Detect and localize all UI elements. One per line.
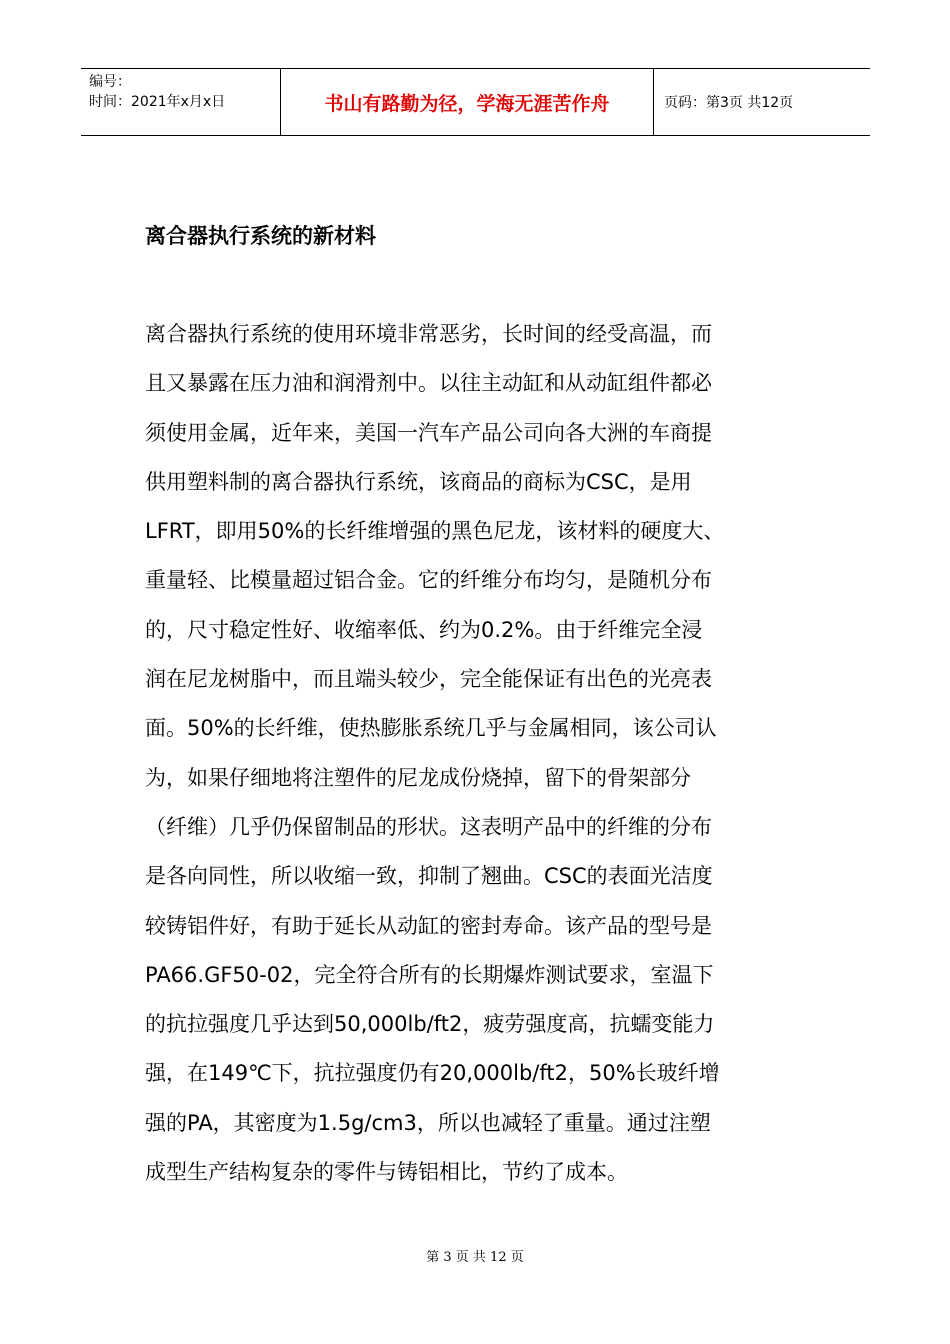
date-label: 时间：2021年x月x日 [89, 94, 226, 110]
document-header [81, 68, 870, 136]
paragraph-line: 成型生产结构复杂的零件与铸铝相比，节约了成本。 [145, 1160, 628, 1185]
paragraph-line: 的抗拉强度几乎达到50,000lb/ft2，疲劳强度高，抗蠕变能力 [145, 1012, 715, 1037]
paragraph-line: LFRT，即用50%的长纤维增强的黑色尼龙，该材料的硬度大、 [145, 519, 725, 544]
page-info: 页码：第3页 共12页 [664, 95, 794, 111]
paragraph-line: 须使用金属，近年来，美国一汽车产品公司向各大洲的车商提 [145, 420, 712, 445]
paragraph-line: 为，如果仔细地将注塑件的尼龙成份烧掉，留下的骨架部分 [145, 765, 691, 790]
paragraph-line: 供用塑料制的离合器执行系统，该商品的商标为CSC，是用 [145, 469, 692, 494]
paragraph-line: 离合器执行系统的使用环境非常恶劣，长时间的经受高温，而 [145, 322, 712, 346]
paragraph-line: 的，尺寸稳定性好、收缩率低、约为0.2%。由于纤维完全浸 [145, 617, 703, 642]
header-motto-cell [280, 69, 654, 135]
number-label: 编号： [89, 74, 131, 90]
paragraph-line: （纤维）几乎仍保留制品的形状。这表明产品中的纤维的分布 [145, 814, 712, 839]
paragraph-line: 面。50%的长纤维，使热膨胀系统几乎与金属相同，该公司认 [145, 716, 717, 741]
header-meta-cell [81, 69, 280, 135]
paragraph-line: 润在尼龙树脂中，而且端头较少，完全能保证有出色的光亮表 [145, 667, 712, 692]
paragraph-line: 强的PA，其密度为1.5g/cm3，所以也减轻了重量。通过注塑 [145, 1110, 711, 1135]
body-paragraph [145, 310, 815, 1197]
document-title: 离合器执行系统的新材料 [145, 224, 376, 248]
paragraph-line: PA66.GF50-02，完全符合所有的长期爆炸测试要求，室温下 [145, 962, 714, 987]
header-page-cell [654, 69, 870, 135]
paragraph-line: 是各向同性，所以收缩一致，抑制了翘曲。CSC的表面光洁度 [145, 864, 713, 889]
paragraph-line: 重量轻、比模量超过铝合金。它的纤维分布均匀，是随机分布 [145, 568, 712, 593]
paragraph-line: 且又暴露在压力油和润滑剂中。以往主动缸和从动缸组件都必 [145, 371, 712, 396]
motto-text: 书山有路勤为径，学海无涯苦作舟 [324, 92, 610, 115]
page-footer: 第 3 页 共 12 页 [426, 1250, 524, 1265]
paragraph-line: 较铸铝件好，有助于延长从动缸的密封寿命。该产品的型号是 [145, 913, 712, 938]
paragraph-line: 强，在149℃下，抗拉强度仍有20,000lb/ft2，50%长玻纤增 [145, 1061, 720, 1086]
